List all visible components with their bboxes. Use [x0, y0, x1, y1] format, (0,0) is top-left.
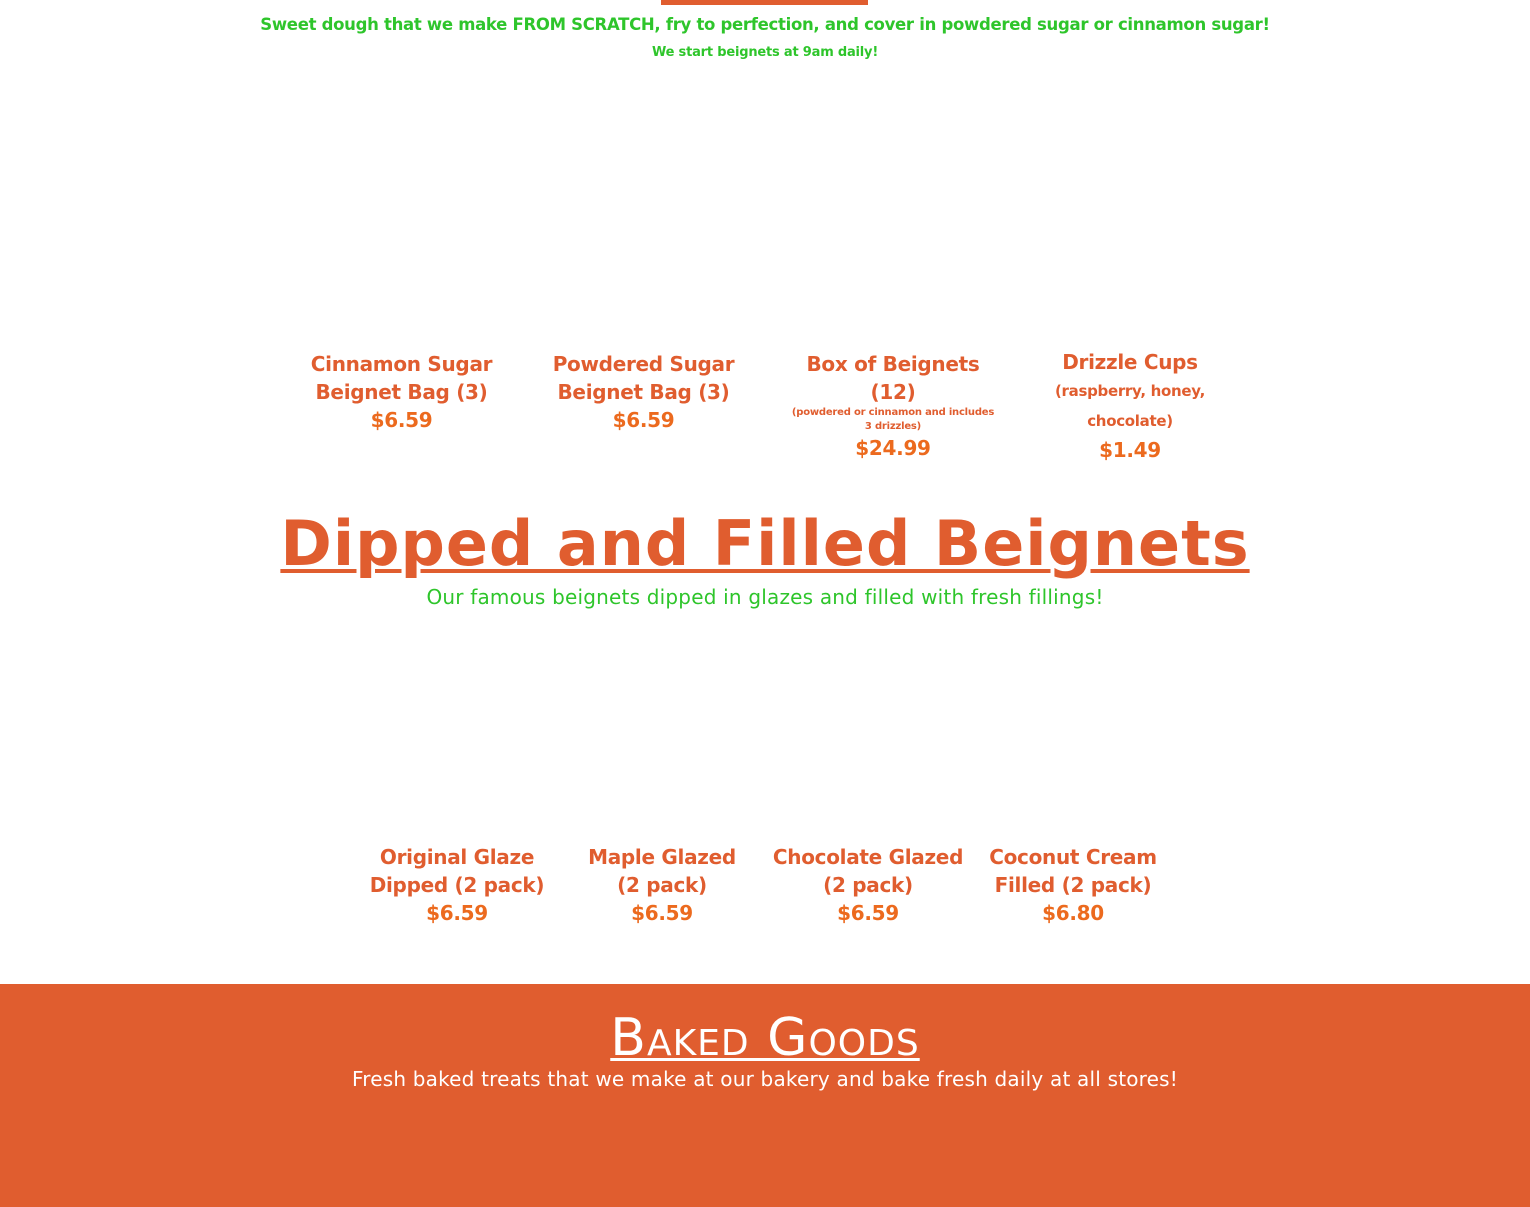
menu-item-cinnamon-sugar-bag[interactable]	[300, 350, 503, 434]
item-note: (powdered or cinnamon and includes 3 drizzles)	[791, 407, 995, 432]
menu-item-coconut-cream[interactable]	[983, 843, 1163, 927]
item-name: Dipped (2 pack)	[369, 873, 545, 897]
item-note: (raspberry, honey, chocolate)	[1054, 382, 1206, 430]
item-name: Beignet Bag (3)	[557, 380, 730, 404]
item-price: $1.49	[1099, 438, 1161, 462]
beignets-tagline: Sweet dough that we make FROM SCRATCH, fry to perfection, and cover in powdered sugar or cinnamon sugar!	[260, 15, 1270, 34]
section-title-baked-goods: Baked Goods	[610, 1008, 920, 1068]
item-name: (2 pack)	[617, 873, 707, 897]
item-price: $6.59	[612, 408, 675, 432]
menu-item-box-of-beignets[interactable]	[790, 350, 996, 462]
item-price: $6.80	[1042, 901, 1104, 925]
item-name: Coconut Cream	[989, 845, 1157, 869]
item-name: Drizzle Cups	[1062, 350, 1198, 374]
section-header-bar	[661, 0, 868, 5]
item-price: $6.59	[370, 408, 433, 432]
item-name: Original Glaze	[379, 845, 535, 869]
menu-item-maple-glazed[interactable]	[572, 843, 752, 927]
item-price: $24.99	[855, 436, 931, 460]
menu-item-original-glaze[interactable]	[357, 843, 557, 927]
item-name: Cinnamon Sugar	[310, 352, 493, 376]
section-title-dipped-filled: Dipped and Filled Beignets	[280, 507, 1250, 580]
beignets-hours-note: We start beignets at 9am daily!	[651, 45, 879, 60]
item-name: Maple Glazed	[588, 845, 736, 869]
item-price: $6.59	[631, 901, 693, 925]
section-subtitle-baked-goods: Fresh baked treats that we make at our bakery and bake fresh daily at all stores!	[351, 1067, 1179, 1091]
item-name: Powdered Sugar	[552, 352, 735, 376]
menu-item-chocolate-glazed[interactable]	[763, 843, 973, 927]
item-name: Filled (2 pack)	[994, 873, 1152, 897]
item-name: (2 pack)	[823, 873, 913, 897]
item-name: Box of Beignets (12)	[806, 352, 980, 404]
menu-item-powdered-sugar-bag[interactable]	[542, 350, 745, 434]
item-name: Chocolate Glazed	[772, 845, 964, 869]
section-subtitle-dipped-filled: Our famous beignets dipped in glazes and filled with fresh fillings!	[426, 585, 1104, 609]
item-price: $6.59	[426, 901, 488, 925]
item-name: Beignet Bag (3)	[315, 380, 488, 404]
menu-item-drizzle-cups[interactable]	[1010, 348, 1250, 464]
item-price: $6.59	[837, 901, 899, 925]
